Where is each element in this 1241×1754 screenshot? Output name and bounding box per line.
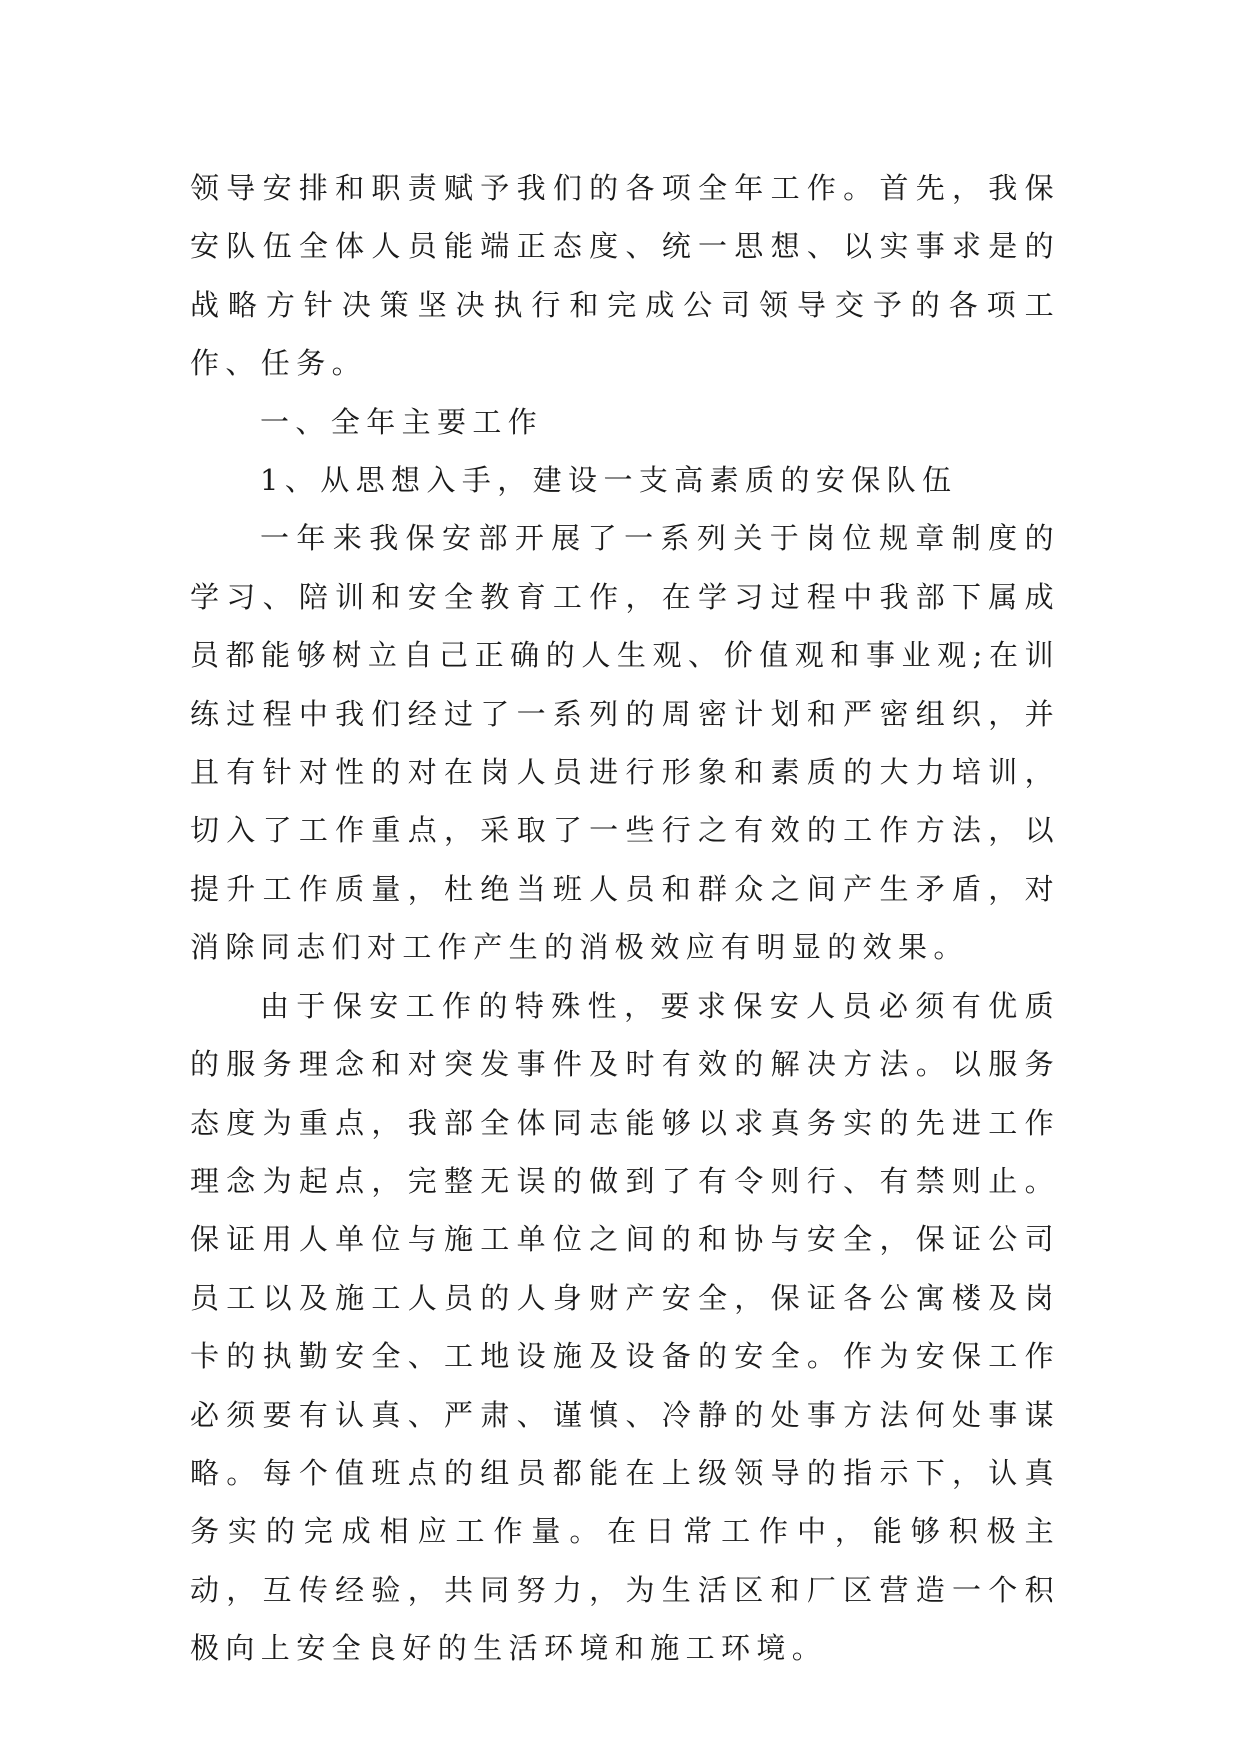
paragraph-service: 由于保安工作的特殊性，要求保安人员必须有优质的服务理念和对突发事件及时有效的解决方法。以服务态度为重点，我部全体同志能够以求真务实的先进工作理念为起点，完整无误的做到了有令则行、有禁则止。保证用人单位与施工单位之间的和协与安全，保证公司员工以及施工人员的人身财产安全，保证各公寓楼及岗卡的执勤安全、工地设施及设备的安全。作为安保工作必须要有认真、严肃、谨慎、冷静的处事方法何处事谋略。每个值班点的组员都能在上级领导的指示下，认真务实的完成相应工作量。在日常工作中，能够积极主动，互传经验，共同努力，为生活区和厂区营造一个积极向上安全良好的生活环境和施工环境。: [190, 988, 1060, 1666]
paragraph-continuation: 领导安排和职责赋予我们的各项全年工作。首先，我保安队伍全体人员能端正态度、统一思想、以实事求是的战略方针决策坚决执行和完成公司领导交予的各项工作、任务。: [190, 171, 1060, 381]
document-body: [190, 159, 1060, 1678]
subsection-heading: 1、从思想入手，建设一支高素质的安保队伍: [260, 463, 958, 498]
section-heading: 一、全年主要工作: [260, 404, 544, 439]
paragraph-training: 一年来我保安部开展了一系列关于岗位规章制度的学习、陪训和安全教育工作，在学习过程中我部下属成员都能够树立自己正确的人生观、价值观和事业观;在训练过程中我们经过了一系列的周密计划和严密组织，并且有针对性的对在岗人员进行形象和素质的大力培训，切入了工作重点，采取了一些行之有效的工作方法，以提升工作质量，杜绝当班人员和群众之间产生矛盾，对消除同志们对工作产生的消极效应有明显的效果。: [190, 521, 1060, 965]
